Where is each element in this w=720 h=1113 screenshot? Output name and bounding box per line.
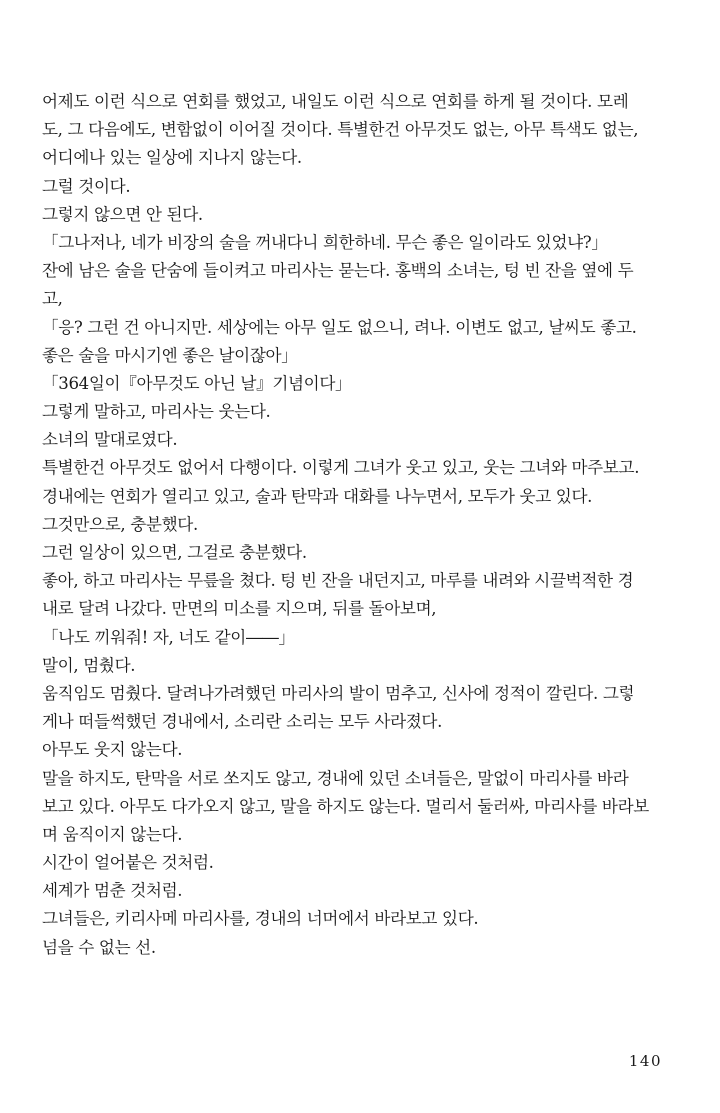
text-line: 그렇지 않으면 안 된다. (42, 204, 203, 224)
page-number: 140 (628, 1052, 662, 1070)
text-line: 잔에 남은 술을 단숨에 들이켜고 마리사는 묻는다. 홍백의 소녀는, 텅 빈 잔을 옆에 두 (42, 261, 634, 281)
text-line: 특별한건 아무것도 없어서 다행이다. 이렇게 그녀가 웃고 있고, 웃는 그녀와 마주보고. (42, 458, 640, 478)
text-line: 「그나저나, 네가 비장의 술을 꺼내다니 희한하네. 무슨 좋은 일이라도 있었냐?」 (42, 232, 608, 252)
text-line: 그렇게 말하고, 마리사는 웃는다. (42, 402, 271, 422)
text-line: 「나도 끼워줘! 자, 너도 같이――」 (42, 627, 295, 647)
text-line: 경내에는 연회가 열리고 있고, 술과 탄막과 대화를 나누면서, 모두가 웃고 있다. (42, 486, 593, 506)
text-line: 내로 달려 나갔다. 만면의 미소를 지으며, 뒤를 돌아보며, (42, 599, 437, 619)
body-text (42, 88, 697, 962)
text-line: 말을 하지도, 탄막을 서로 쏘지도 않고, 경내에 있던 소녀들은, 말없이 마리사를 바라 (42, 768, 629, 788)
text-line: 소녀의 말대로였다. (42, 430, 178, 450)
text-line: 좋은 술을 마시기엔 좋은 날이잖아」 (42, 345, 298, 365)
text-line: 움직임도 멈췄다. 달려나가려했던 마리사의 발이 멈추고, 신사에 정적이 깔린다. 그렇 (42, 683, 635, 703)
text-line: 넘을 수 없는 선. (42, 937, 156, 957)
text-line: 세계가 멈춘 것처럼. (42, 881, 183, 901)
text-line: 그럴 것이다. (42, 176, 131, 196)
text-line: 「응? 그런 건 아니지만. 세상에는 아무 일도 없으니, 려나. 이변도 없고, 날씨도 좋고. (42, 317, 637, 337)
text-line: 「364일이『아무것도 아닌 날』기념이다」 (42, 373, 352, 393)
text-line: 게나 떠들썩했던 경내에서, 소리란 소리는 모두 사라졌다. (42, 712, 443, 732)
text-line: 그것만으로, 충분했다. (42, 514, 198, 534)
text-line: 고, (42, 289, 63, 309)
text-line: 어디에나 있는 일상에 지나지 않는다. (42, 148, 302, 168)
text-line: 그녀들은, 키리사메 마리사를, 경내의 너머에서 바라보고 있다. (42, 909, 479, 929)
text-line: 좋아, 하고 마리사는 무릎을 쳤다. 텅 빈 잔을 내던지고, 마루를 내려와 시끌벅적한 경 (42, 571, 634, 591)
text-line: 그런 일상이 있으면, 그걸로 충분했다. (42, 543, 307, 562)
text-line: 어제도 이런 식으로 연회를 했었고, 내일도 이런 식으로 연회를 하게 될 것이다. 모레 (42, 92, 629, 111)
text-line: 도, 그 다음에도, 변함없이 이어질 것이다. 특별한건 아무것도 없는, 아무 특색도 없는, (42, 120, 639, 140)
text-line: 며 움직이지 않는다. (42, 824, 183, 844)
text-line: 시간이 얼어붙은 것처럼. (42, 853, 214, 873)
text-line: 보고 있다. 아무도 다가오지 않고, 말을 하지도 않는다. 멀리서 둘러싸, 마리사를 바라보 (42, 796, 649, 816)
text-line: 아무도 웃지 않는다. (42, 740, 183, 760)
text-line: 말이, 멈췄다. (42, 655, 136, 675)
